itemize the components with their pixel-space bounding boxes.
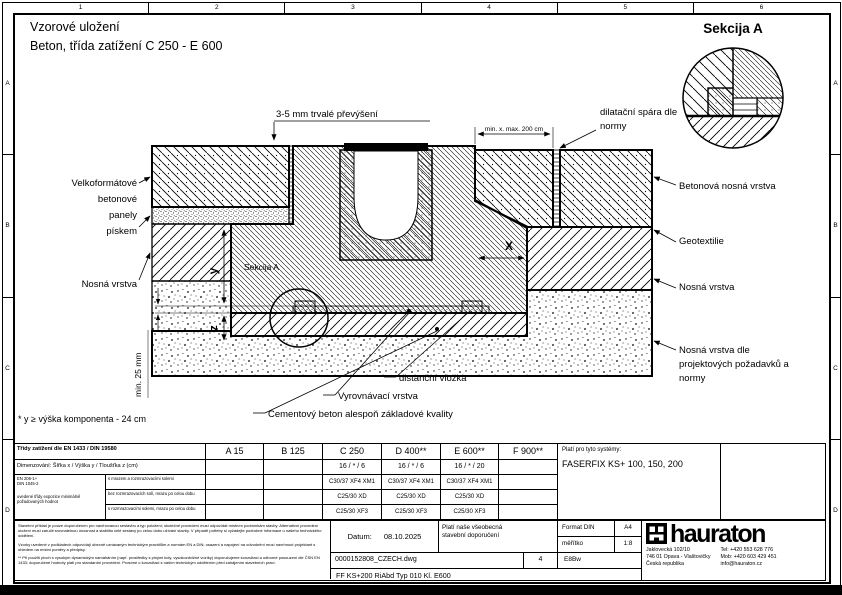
expo-cell: C30/37 XF4 XM1 (382, 475, 441, 490)
format-box (558, 521, 642, 537)
address-column (646, 547, 710, 568)
class-a15: A 15 (206, 444, 264, 460)
leveling-layer (293, 306, 489, 313)
panels-label-3: panely (109, 210, 137, 221)
right-expansion-joint (553, 150, 560, 227)
ruler-letter: A (2, 13, 13, 155)
code-box: E8Bw (558, 553, 642, 569)
disclaimer-paragraph: Stavební příklad je pouze doporučením pro navrhovanou sestavbu a typ položení; skutečné provedení musí odpovídat místním podmínkám stavby. Alternativní provedení uložení musí zaručit srovnatelnou únosnost a stabilitu celé sestavy po celou dobu užívání stavby. V případě potřeby si vyžádejte podrobné informace u našeho technického oddělení. (18, 523, 322, 539)
brand-name: hauraton (670, 521, 765, 548)
dim-d400: 16 / * / 6 (382, 460, 441, 475)
ruler-letter: B (830, 155, 841, 297)
detail-spacer-block (733, 98, 757, 116)
exposure-row-label: s rozmrazovacími solemi, mrazu po celou dobu (106, 505, 206, 521)
base-right-label: Nosná vrstva (679, 282, 735, 293)
disclaimer-box (15, 521, 331, 579)
note-line-2: stavební doporučení (442, 532, 500, 540)
systems-box (558, 444, 721, 521)
scale-box (558, 537, 642, 553)
title-block (14, 520, 826, 581)
left-sand-bed (152, 207, 289, 224)
footnote: * y ≥ výška komponenta - 24 cm (18, 414, 146, 424)
class-d400: D 400** (382, 444, 441, 460)
norm-ref-2: DIN 1045-2 (17, 481, 39, 487)
title-line-2: Beton, třída zatížení C 250 - E 600 (30, 38, 223, 53)
norm-ref-cell (15, 475, 106, 521)
dim-b125 (264, 460, 323, 475)
expo-cell (264, 490, 323, 505)
section-ref-label: Sekcija A (244, 262, 279, 272)
expo-cell (499, 475, 558, 490)
ruler-number: 2 (149, 2, 285, 13)
brand-box (642, 521, 824, 579)
overhang-label: 3-5 mm trvalé převýšení (276, 109, 378, 120)
spacer-left (295, 301, 315, 313)
ruler-letter: A (830, 13, 841, 155)
expo-cell (264, 505, 323, 521)
norm-note: uvedené třídy expozice minimálně požadovaných hodnot (17, 493, 81, 504)
format-value: A4 (614, 521, 641, 536)
cement-foundation (231, 313, 527, 336)
panels-label-4: pískem (106, 226, 137, 237)
joint-spacing-label: min. x. max. 200 cm (484, 126, 544, 133)
exposure-row-label: bez rozmrazovacích solí, mrazu po celou dobu (106, 490, 206, 505)
scale-value: 1:8 (614, 537, 641, 552)
load-class-header: Třídy zatížení dle EN 1433 / DIN 19580 (15, 444, 206, 460)
detail-title: Sekcija A (703, 21, 763, 36)
layer-shapes (152, 143, 652, 376)
contact-email: info@hauraton.cz (720, 561, 763, 568)
ruler-letter: C (2, 298, 13, 440)
empty-box (721, 444, 824, 521)
file-box (331, 553, 558, 569)
leveling-label: Vyrovnávací vrstva (338, 391, 418, 402)
brand-address (646, 547, 820, 568)
base-left-label: Nosná vrstva (81, 279, 137, 290)
spacer-label: distanční vložka (399, 373, 467, 384)
ruler-letter: D (833, 506, 838, 514)
systems-value: FASERFIX KS+ 100, 150, 200 (562, 459, 683, 469)
exposure-row-label: s mrazem a rozmrazovacími solemi (106, 475, 206, 490)
panels-label-1: Velkoformátové (71, 178, 137, 189)
class-e600: E 600** (441, 444, 499, 460)
cement-label: Cementový beton alespoň základové kvality (268, 409, 453, 420)
expo-cell: C25/30 XD (323, 490, 382, 505)
left-concrete-panels (152, 146, 289, 207)
dim-z-label: z (208, 325, 220, 331)
contact-column (720, 547, 776, 568)
min-25-label: min. 25 mm (133, 352, 143, 397)
file-name: 0000152808_CZECH.dwg (335, 556, 417, 563)
dim-a15 (206, 460, 264, 475)
date-box (331, 521, 439, 553)
expansion-joint-label-1: dilatační spára dle (600, 107, 678, 118)
disclaimer-paragraph: Vzorky uvedené v podkladech odpovídají obecně uznávaným technickým pravidlům a normám EN a DIN; osazení a napojení na odvodnění musí navrhnout projektant s ohledem na místní poměry a předpisy. (18, 541, 316, 552)
dim-x-label: X (505, 239, 514, 253)
expo-cell: C25/30 XF3 (323, 505, 382, 521)
ruler-number: 4 (422, 2, 558, 13)
ruler-number: 1 (13, 2, 149, 13)
expo-cell (206, 505, 264, 521)
brand-logo (646, 521, 820, 548)
expo-cell: C25/30 XF3 (382, 505, 441, 521)
detail-step-block (708, 88, 733, 116)
expo-cell (499, 505, 558, 521)
expansion-joint-label-2: normy (600, 121, 627, 132)
concrete-base-label: Betonová nosná vrstva (679, 181, 776, 192)
geotextile-label: Geotextilie (679, 236, 724, 247)
dim-c250: 16 / * / 6 (323, 460, 382, 475)
expo-cell (264, 475, 323, 490)
ruler-letter: B (2, 155, 13, 297)
class-b125: B 125 (264, 444, 323, 460)
right-concrete-panels-b (560, 150, 652, 227)
dim-e600: 16 / * / 20 (441, 460, 499, 475)
format-label: Format DIN (562, 524, 595, 531)
disclaimer-paragraph: ** Při použití ploch s vysokým dynamickým namáháním (např. prostředky s plnými koly, vysokozdvižné vozíky) doporučujeme konzultaci a odborné posouzení dle ČSN EN 1433; doporučené hodnoty platí pro standardní provedení. Prosíme o konzultaci s naším technickým oddělením před zahájením stavebních prací. (18, 554, 320, 566)
expo-cell (206, 475, 264, 490)
type-line-box: FF KS+200 RiAbd Typ 010 Kl. E600 (331, 569, 642, 580)
subbase-label-3: normy (679, 373, 706, 384)
ruler-letter: C (830, 298, 841, 440)
expo-cell: C25/30 XD (382, 490, 441, 505)
date-label: Datum: (347, 532, 372, 541)
expo-cell (499, 490, 558, 505)
channel-grate (344, 143, 428, 151)
sheet-number: 4 (523, 553, 557, 568)
note-line-1: Platí naše všeobecná (442, 524, 503, 531)
spacer-right (462, 301, 482, 313)
contact-mob: Mob: +420 603 429 451 (720, 554, 777, 561)
channel-cavity (354, 151, 418, 240)
right-base-layer (527, 227, 652, 290)
address-line: 746 01 Opava - Vlaštovičky (646, 554, 711, 561)
ruler-number: 5 (558, 2, 694, 13)
scale-label: měřítko (562, 540, 583, 547)
title-line-1: Vzorové uložení (30, 20, 120, 34)
address-line: Česká republika (646, 561, 684, 568)
hauraton-emblem-icon (646, 523, 667, 544)
general-note-box (439, 521, 558, 553)
contact-tel: Tel: +420 553 628 776 (720, 547, 774, 553)
ruler-number: 3 (285, 2, 421, 13)
expo-cell (206, 490, 264, 505)
section-a-detail (683, 21, 785, 150)
systems-label: Platí pro tyto systémy: (562, 447, 622, 453)
panels-label-2: betonové (97, 194, 137, 205)
dim-f900 (499, 460, 558, 475)
date-value: 08.10.2025 (383, 532, 422, 541)
ruler-number: 6 (759, 4, 764, 11)
expo-cell: C25/30 XD (441, 490, 499, 505)
subbase-label-1: Nosná vrstva dle (679, 345, 750, 356)
ruler-letter: D (5, 506, 10, 514)
subbase-label-2: projektových požadavků a (679, 359, 789, 370)
expo-cell: C30/37 XF4 XM1 (441, 475, 499, 490)
expo-cell: C25/30 XF3 (441, 505, 499, 521)
class-f900: F 900** (499, 444, 558, 460)
dim-y-label: y (206, 267, 220, 275)
left-expansion-joint (289, 146, 293, 224)
class-c250: C 250 (323, 444, 382, 460)
norm-ref-1: EN 206-1+ (17, 476, 38, 481)
dim-header: Dimenzování: Šířka x / Výška y / Tloušťka z (cm) (15, 460, 206, 475)
expo-cell: C30/37 XF4 XM1 (323, 475, 382, 490)
address-line: Jaklovecká 102/10 (646, 547, 690, 553)
load-class-table (14, 443, 826, 520)
